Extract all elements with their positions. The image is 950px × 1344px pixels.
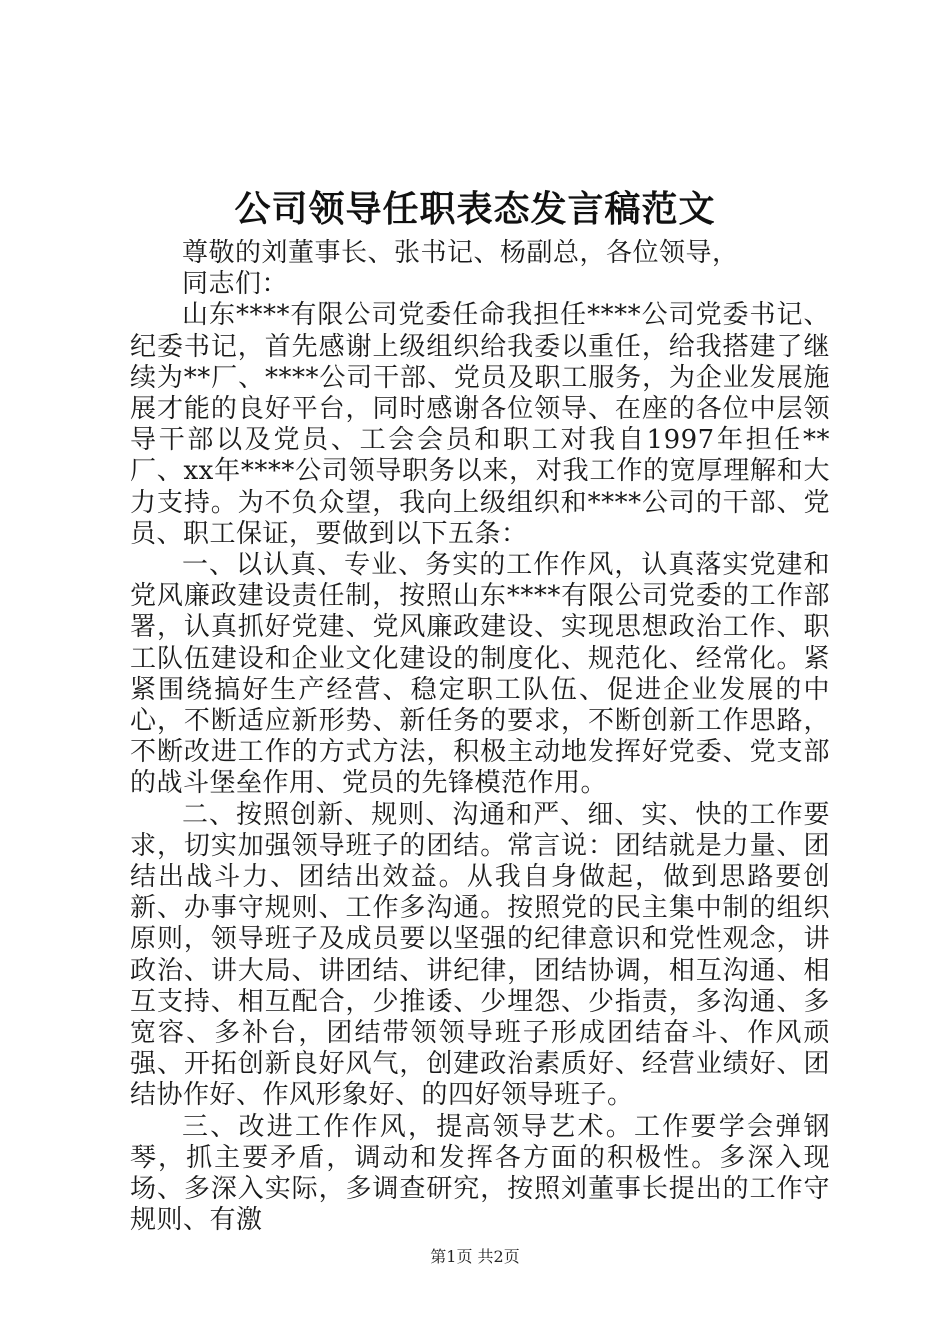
body-paragraph: 一、以认真、专业、务实的工作作风，认真落实党建和党风廉政建设责任制，按照山东****有限公司党委的工作部署，认真抓好党建、党风廉政建设、实现思想政治工作、职工队伍建设和企业文化建设的制度化、规范化、经常化。紧紧围绕搞好生产经营、稳定职工队伍、促进企业发展的中心，不断适应新形势、新任务的要求，不断创新工作思路，不断改进工作的方式方法，积极主动地发挥好党委、党支部的战斗堡垒作用、党员的先锋模范作用。 (130, 550, 830, 799)
page-footer: 第1页 共2页 (430, 1247, 520, 1266)
body-paragraph: 三、改进工作作风，提高领导艺术。工作要学会弹钢琴，抓主要矛盾，调动和发挥各方面的积极性。多深入现场、多深入实际，多调查研究，按照刘董事长提出的工作守规则、有激 (130, 1111, 830, 1236)
body-paragraph: 二、按照创新、规则、沟通和严、细、实、快的工作要求，切实加强领导班子的团结。常言说：团结就是力量、团结出战斗力、团结出效益。从我自身做起，做到思路要创新、办事守规则、工作多沟通。按照党的民主集中制的组织原则，领导班子及成员要以坚强的纪律意识和党性观念，讲政治、讲大局、讲团结、讲纪律，团结协调，相互沟通、相互支持、相互配合，少推诿、少埋怨、少指责，多沟通、多宽容、多补台，团结带领领导班子形成团结奋斗、作风顽强、开拓创新良好风气，创建政治素质好、经营业绩好、团结协作好、作风形象好、的四好领导班子。 (130, 799, 830, 1111)
salutation-paragraph: 尊敬的刘董事长、张书记、杨副总，各位领导， (182, 238, 739, 268)
document-title: 公司领导任职表态发言稿范文 (234, 188, 716, 230)
body-paragraph: 山东****有限公司党委任命我担任****公司党委书记、纪委书记，首先感谢上级组织给我委以重任，给我搭建了继续为**厂、****公司干部、党员及职工服务，为企业发展施展才能的良好平台，同时感谢各位领导、在座的各位中层领导干部以及党员、工会会员和职工对我自1997年担任**厂、xx年****公司领导职务以来，对我工作的宽厚理解和大力支持。为不负众望，我向上级组织和****公司的干部、党员、职工保证，要做到以下五条： (130, 300, 830, 549)
document-body (130, 238, 830, 1237)
salutation-paragraph: 同志们： (182, 269, 289, 300)
